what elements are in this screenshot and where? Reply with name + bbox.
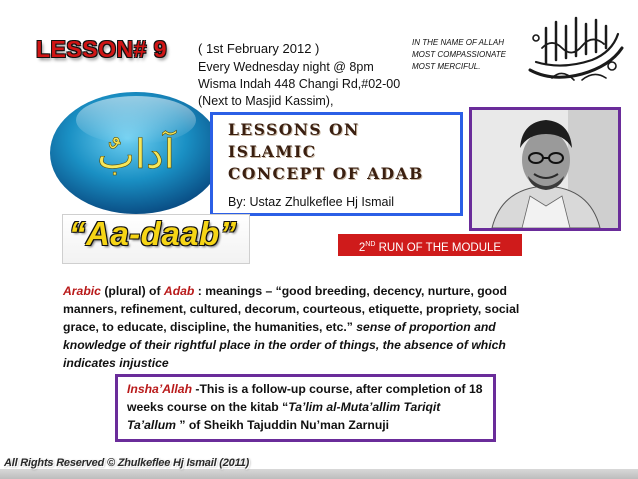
event-date: ( 1st February 2012 )	[198, 41, 320, 56]
title-line: LESSONS ON	[228, 120, 360, 139]
definition-meanings: : meanings – “good breeding, decency, nurture, good manners, refinement, cultured, decorum, courteous, etiquette, propriety, social grace, to educate, discipline, the humanities, etc.”	[63, 284, 520, 334]
aadaab-quote-close: ”	[219, 215, 237, 252]
aadaab-quote-open: “	[69, 215, 86, 252]
copyright: All Rights Reserved © Zhulkeflee Hj Ismail (2011)	[4, 457, 250, 469]
run-text: RUN OF THE MODULE	[375, 241, 502, 254]
definition-sense: sense of proportion and knowledge of their rightful place in the order of things, the absence of which indicates injustice	[63, 320, 506, 370]
bismillah-line: MOST MERCIFUL.	[412, 62, 481, 71]
run-suffix: ND	[365, 241, 376, 248]
event-info	[198, 40, 413, 110]
footer-bar	[0, 469, 638, 479]
lesson-title: LESSON# 9	[36, 36, 168, 62]
followup-box	[115, 374, 496, 442]
definition-adab: Adab	[163, 284, 195, 298]
adab-orb	[48, 90, 224, 216]
speaker: By: Ustaz Zhulkeflee Hj Ismail	[228, 195, 395, 209]
event-landmark: (Next to Masjid Kassim),	[198, 94, 334, 108]
bismillah-calligraphy	[522, 8, 630, 88]
title-line: ISLAMIC	[228, 142, 317, 161]
followup-text2: ” of Sheikh Tajuddin Nu’man Zarnuji	[176, 418, 390, 432]
event-venue: Wisma Indah 448 Changi Rd,#02-00	[198, 77, 401, 91]
aadaab-word-text: Aa-daab	[86, 215, 220, 252]
title-lines	[228, 119, 424, 185]
portrait-image	[472, 110, 618, 228]
followup-kitab: Ta’lim al-Muta’allim Tariqit Ta’allum	[127, 400, 441, 432]
definition-arabic: Arabic	[63, 284, 101, 298]
aadaab-word	[69, 215, 249, 253]
speaker-portrait	[469, 107, 621, 231]
title-box	[210, 112, 463, 216]
run-number: 2	[358, 241, 366, 254]
bismillah-line: IN THE NAME OF ALLAH	[412, 38, 505, 47]
bismillah-line: MOST COMPASSIONATE	[412, 50, 506, 59]
followup-insha: Insha’Allah	[127, 382, 193, 396]
run-banner	[338, 234, 522, 256]
aadaab-banner	[62, 214, 250, 264]
followup-text1: -This is a follow-up course, after completion of 18 weeks course on the kitab “	[127, 382, 483, 414]
event-schedule: Every Wednesday night @ 8pm	[198, 60, 374, 74]
adab-definition	[63, 282, 533, 372]
definition-plural: (plural) of	[100, 284, 164, 298]
bismillah-note	[412, 37, 524, 73]
orb-arabic-text: آدابٌ	[97, 132, 175, 178]
followup-text	[127, 380, 487, 434]
title-line: CONCEPT OF ADAB	[228, 164, 424, 183]
